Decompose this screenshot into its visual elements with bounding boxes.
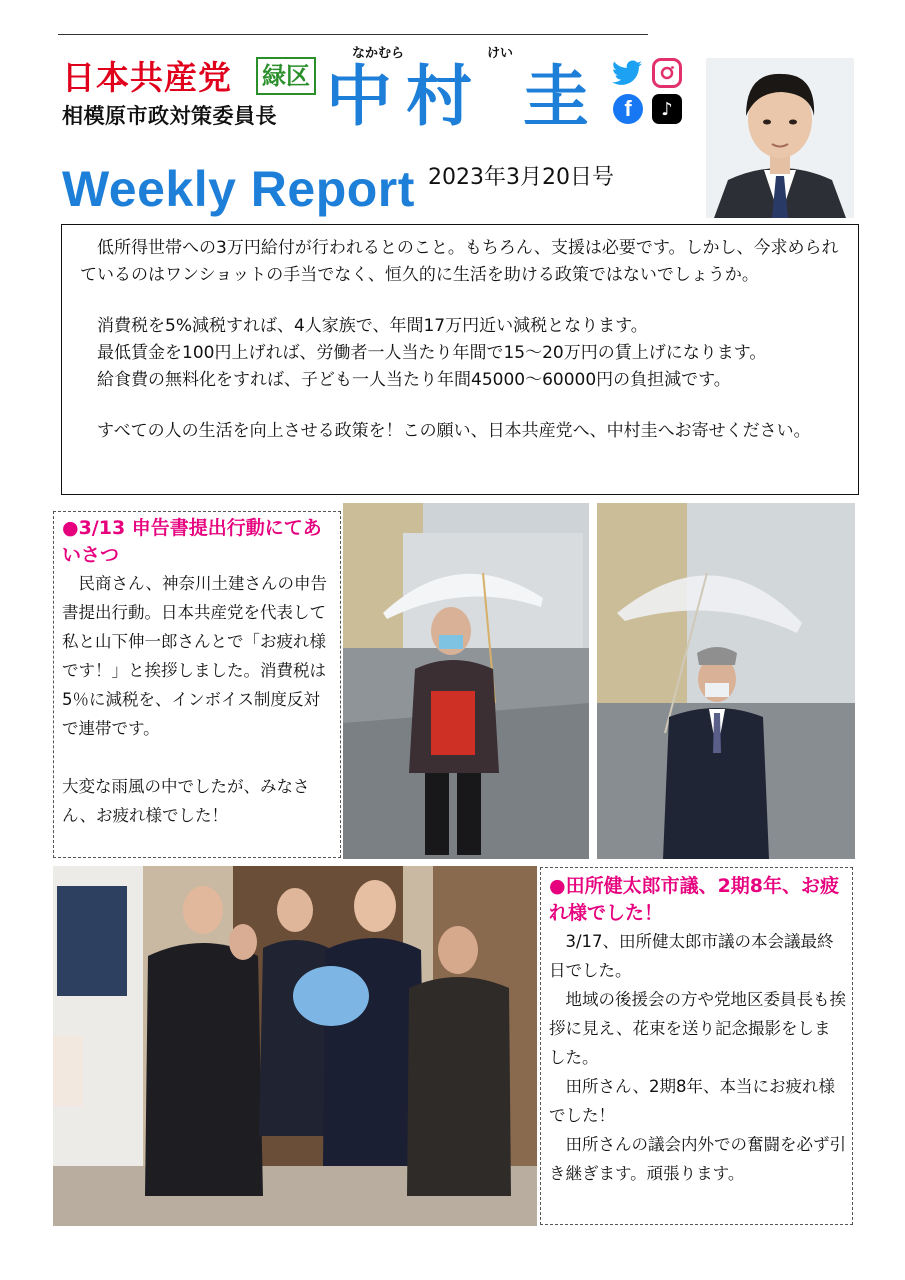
candidate-name: 中村 圭 (326, 58, 603, 135)
section2-body: 田所さんの議会内外での奮闘を必ず引き継ぎます。頑張ります。 (549, 1135, 846, 1183)
section2-box (540, 867, 853, 1225)
photo-group (53, 866, 537, 1226)
intro-box (61, 224, 859, 495)
photo-umbrella-2 (597, 503, 855, 859)
report-title: Weekly Report (62, 161, 415, 217)
photo-umbrella-1 (343, 503, 589, 859)
furigana-given: けい (487, 46, 514, 61)
ward-badge: 緑区 (256, 57, 316, 95)
intro-paragraph: すべての人の生活を向上させる政策を！この願い、日本共産党へ、中村圭へお寄せください。 (97, 421, 811, 441)
section1-body: 大変な雨風の中でしたが、みなさん、お疲れ様でした！ (62, 777, 310, 825)
party-name: 日本共産党 (62, 58, 232, 97)
twitter-icon[interactable] (612, 58, 642, 88)
top-rule (58, 34, 648, 35)
section1-box (53, 511, 341, 858)
position-title: 相模原市政対策委員長 (62, 104, 277, 128)
intro-paragraph: 給食費の無料化をすれば、子ども一人当たり年間45000～60000円の負担減です。 (97, 370, 731, 390)
section1-body: 民商さん、神奈川土建さんの申告書提出行動。日本共産党を代表して私と山下伸一郎さんとで「お疲れ様です！」と挨拶しました。消費税は5％に減税を、インボイス制度反対で連帯です。 (62, 574, 327, 738)
tiktok-icon[interactable]: ♪ (652, 94, 682, 124)
intro-paragraph: 最低賃金を100円上げれば、労働者一人当たり年間で15～20万円の賃上げになります。 (97, 343, 767, 363)
section2-heading: ●田所健太郎市議、2期8年、お疲れ様でした！ (549, 875, 840, 924)
facebook-icon[interactable]: f (613, 94, 643, 124)
section1-heading: ●3/13 申告書提出行動にてあいさつ (62, 517, 322, 566)
portrait-photo (706, 58, 854, 218)
section2-body: 3/17、田所健太郎市議の本会議最終日でした。 (549, 932, 834, 980)
intro-paragraph: 低所得世帯への3万円給付が行われるとのこと。もちろん、支援は必要です。しかし、今求められているのはワンショットの手当でなく、恒久的に生活を助ける政策ではないでしょうか。 (80, 238, 839, 285)
intro-paragraph: 消費税を5%減税すれば、4人家族で、年間17万円近い減税となります。 (97, 316, 648, 336)
instagram-icon[interactable] (652, 58, 682, 88)
section2-body: 地域の後援会の方や党地区委員長も挨拶に見え、花束を送り記念撮影をしました。 (549, 990, 846, 1067)
section2-body: 田所さん、2期8年、本当にお疲れ様でした！ (549, 1077, 835, 1125)
issue-date: 2023年3月20日号 (428, 165, 614, 190)
furigana-family: なかむら (352, 46, 405, 61)
